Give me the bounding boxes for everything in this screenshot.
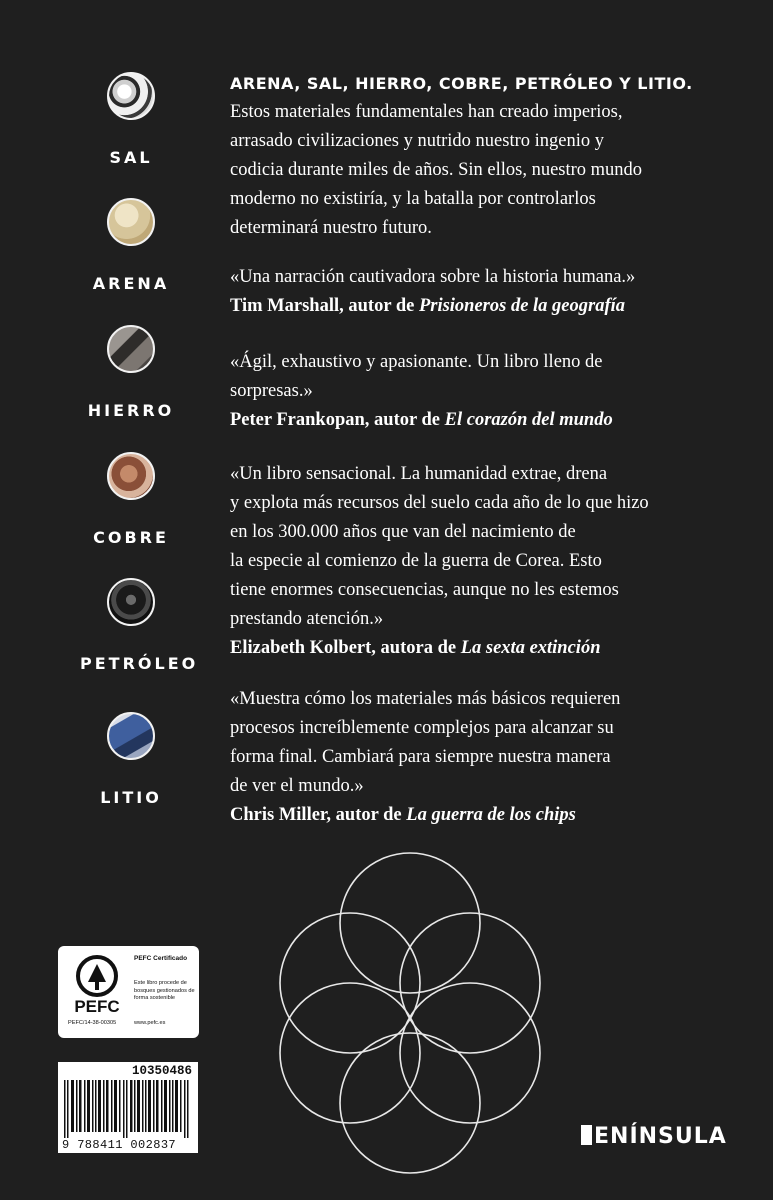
quote-line: sorpresas.» (230, 381, 313, 401)
quote-line: la especie al comienzo de la guerra de Corea. Esto (230, 551, 602, 571)
pefc-brand: PEFC (74, 997, 120, 1016)
quote-line: «Una narración cautivadora sobre la historia humana.» (230, 267, 636, 287)
lithium-icon (107, 712, 155, 760)
intro-block (230, 69, 730, 243)
quote-line: en los 300.000 años que van del nacimiento de (230, 522, 576, 542)
barcode-bars-icon (62, 1080, 194, 1138)
quote-author: Tim Marshall, autor de (230, 296, 419, 316)
material-label: ARENA (92, 274, 170, 293)
quote-work: La guerra de los chips (406, 805, 576, 825)
pefc-tree-logo-icon (66, 952, 128, 1022)
headline: ARENA, SAL, HIERRO, COBRE, PETRÓLEO Y LITIO. (230, 74, 693, 93)
quote-line: tiene enormes consecuencias, aunque no les estemos (230, 580, 619, 600)
material-sal (80, 72, 182, 167)
quote-author: Elizabeth Kolbert, autora de (230, 638, 461, 658)
material-label: HIERRO (87, 401, 175, 420)
material-cobre (80, 452, 182, 547)
quote-line: y explota más recursos del suelo cada año de lo que hizo (230, 493, 649, 513)
overlapping-circles-ornament (270, 843, 570, 1183)
pefc-website: www.pefc.es (134, 1020, 166, 1026)
quote-line: procesos increíblemente complejos para alcanzar su (230, 718, 614, 738)
publisher-logo (581, 1124, 727, 1149)
quote-line: «Un libro sensacional. La humanidad extrae, drena (230, 464, 608, 484)
publisher-name: ENÍNSULA (594, 1124, 727, 1149)
quote-line: de ver el mundo.» (230, 776, 364, 796)
material-arena (80, 198, 182, 293)
quote-line: forma final. Cambiará para siempre nuestra manera (230, 747, 611, 767)
intro-line: Estos materiales fundamentales han creado imperios, (230, 102, 623, 122)
iron-icon (107, 325, 155, 373)
pefc-description: Este libro procede de bosques gestionados de forma sostenible (134, 980, 195, 1001)
intro-line: codicia durante miles de años. Sin ellos, nuestro mundo (230, 160, 643, 180)
quote-author: Chris Miller, autor de (230, 805, 407, 825)
quote-2 (230, 348, 730, 435)
pefc-code: PEFC/14-38-00305 (68, 1020, 117, 1026)
material-label: LITIO (100, 788, 162, 807)
intro-line: determinará nuestro futuro. (230, 218, 432, 238)
quote-line: «Muestra cómo los materiales más básicos requieren (230, 689, 621, 709)
intro-line: moderno no existiría, y la batalla por controlarlos (230, 189, 596, 209)
material-hierro (80, 325, 182, 420)
quote-work: El corazón del mundo (444, 410, 613, 430)
material-label: COBRE (93, 528, 169, 547)
material-label: SAL (109, 148, 153, 167)
material-label: PETRÓLEO (80, 654, 199, 673)
pefc-title: PEFC Certificado (134, 955, 188, 962)
quote-3 (230, 460, 730, 663)
intro-line: arrasado civilizaciones y nutrido nuestro ingenio y (230, 131, 605, 151)
quote-author: Peter Frankopan, autor de (230, 410, 445, 430)
barcode-label (58, 1062, 198, 1153)
quote-line: prestando atención.» (230, 609, 384, 629)
publisher-mark-icon (581, 1125, 592, 1145)
salt-crystal-icon (107, 72, 155, 120)
material-litio (80, 712, 182, 807)
barcode-number: 10350486 (131, 1064, 192, 1078)
quote-work: Prisioneros de la geografía (418, 296, 626, 316)
sand-icon (107, 198, 155, 246)
material-petroleo (80, 578, 199, 673)
copper-icon (107, 452, 155, 500)
quote-4 (230, 685, 730, 830)
isbn-number: 9 788411 002837 (62, 1138, 194, 1152)
quote-1 (230, 263, 730, 321)
quote-work: La sexta extinción (460, 638, 601, 658)
oil-icon (107, 578, 155, 626)
quote-line: «Ágil, exhaustivo y apasionante. Un libro lleno de (230, 352, 603, 372)
pefc-label (58, 946, 199, 1038)
